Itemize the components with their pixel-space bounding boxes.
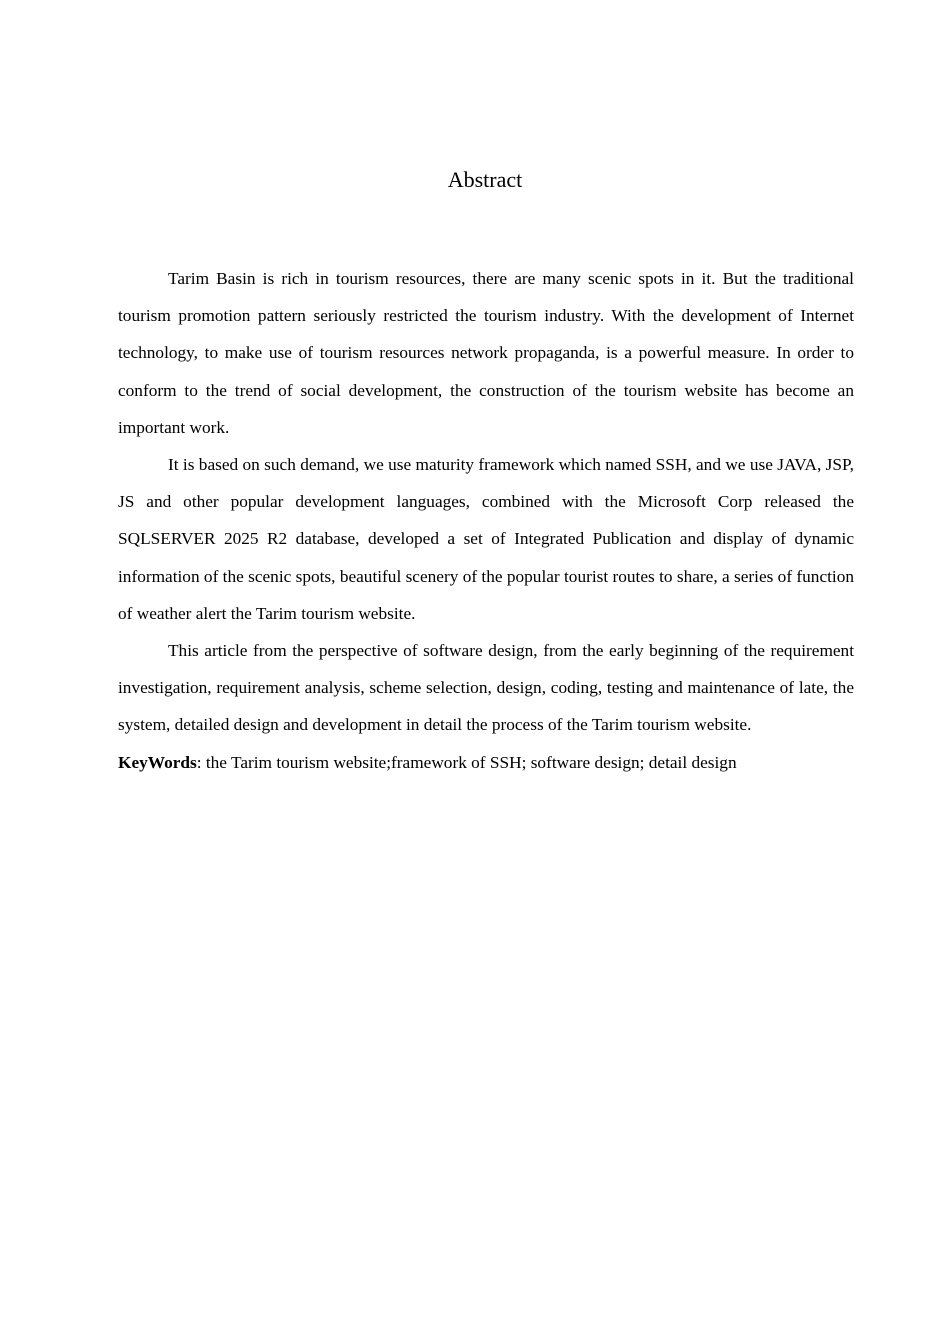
abstract-paragraph-1: Tarim Basin is rich in tourism resources, there are many scenic spots in it. But the traditional tourism promotion pattern seriously restricted the tourism industry. With the development of Internet technology, to make use of tourism resources network propaganda, is a powerful measure. In order to conform to the trend of social development, the construction of the tourism website has become an important work. (118, 269, 854, 437)
keywords-label: KeyWords (118, 752, 197, 772)
abstract-body (118, 260, 854, 781)
abstract-paragraph-3: This article from the perspective of software design, from the early beginning of the requirement investigation, requirement analysis, scheme selection, design, coding, testing and maintenance of late, the system, detailed design and development in detail the process of the Tarim tourism website. (118, 641, 854, 735)
page-title: Abstract (447, 167, 523, 192)
keywords-line (118, 744, 854, 781)
abstract-paragraph-2: It is based on such demand, we use maturity framework which named SSH, and we use JAVA, JSP, JS and other popular development languages, combined with the Microsoft Corp released the SQLSERVER 2025 R2 database, developed a set of Integrated Publication and display of dynamic information of the scenic spots, beautiful scenery of the popular tourist routes to share, a series of function of weather alert the Tarim tourism website. (118, 455, 854, 623)
keywords-text: : the Tarim tourism website;framework of SSH; software design; detail design (196, 752, 737, 772)
